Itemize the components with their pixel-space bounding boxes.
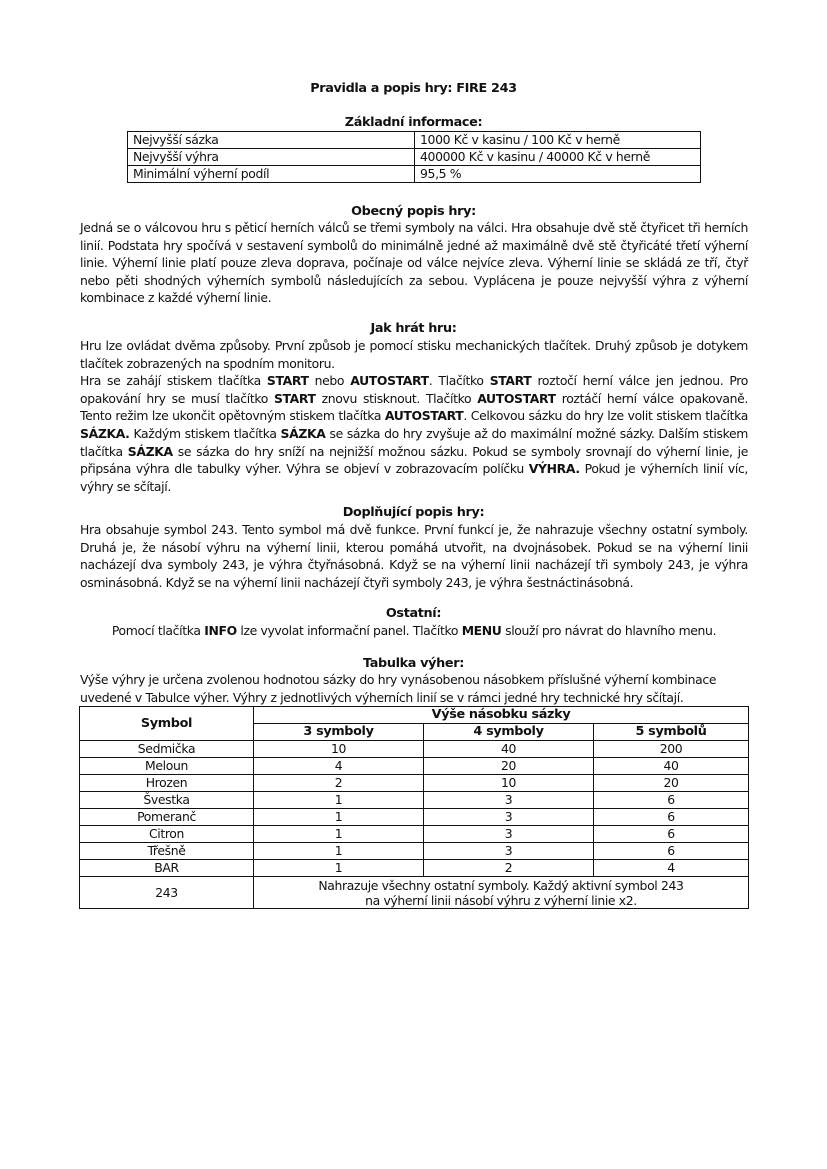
text: Hra se zahájí stiskem tlačítka bbox=[80, 373, 267, 389]
text: . Tlačítko bbox=[428, 373, 490, 389]
keyword-vyhra: VÝHRA. bbox=[528, 461, 580, 477]
other-paragraph bbox=[80, 622, 748, 640]
paytable-intro-paragraph: Výše výhry je určena zvolenou hodnotou sázky do hry vynásobenou násobkem příslušné výherní kombinace uvedené v Tabulce výher. Výhry z jednotlivých výherních linií se v rámci jedné hry technické hry sčítají. bbox=[80, 672, 717, 705]
table-row bbox=[80, 809, 749, 826]
info-value: 400000 Kč v kasinu / 40000 Kč v herně bbox=[415, 149, 701, 166]
multiplier-5: 200 bbox=[594, 741, 749, 758]
multiplier-5: 6 bbox=[594, 826, 749, 843]
how-to-play-paragraph-2 bbox=[80, 372, 748, 495]
keyword-menu: MENU bbox=[461, 623, 502, 638]
text: Pomocí tlačítka bbox=[111, 623, 205, 638]
basic-info-heading: Základní informace: bbox=[344, 115, 483, 130]
table-row bbox=[80, 843, 749, 860]
multiplier-5: 6 bbox=[594, 792, 749, 809]
text: Každým stiskem tlačítka bbox=[129, 425, 281, 441]
text: lze vyvolat informační panel. Tlačítko bbox=[236, 623, 462, 638]
keyword-autostart: AUTOSTART bbox=[350, 373, 429, 389]
header-3-symbols: 3 symboly bbox=[254, 724, 424, 741]
multiplier-3: 10 bbox=[254, 741, 424, 758]
multiplier-4: 3 bbox=[424, 843, 594, 860]
symbol-name: Hrozen bbox=[80, 775, 254, 792]
keyword-autostart: AUTOSTART bbox=[477, 390, 556, 406]
symbol-name: Třešně bbox=[80, 843, 254, 860]
header-4-symbols: 4 symboly bbox=[424, 724, 594, 741]
multiplier-4: 10 bbox=[424, 775, 594, 792]
wild-description-line: na výherní linii násobí výhru z výherní linie x2. bbox=[365, 892, 637, 908]
multiplier-3: 4 bbox=[254, 758, 424, 775]
general-text bbox=[80, 219, 748, 307]
text: Pokud je výherních linií víc, výhry se sčítají. bbox=[80, 461, 748, 494]
keyword-sazka: SÁZKA. bbox=[80, 425, 130, 441]
symbol-name: Citron bbox=[80, 826, 254, 843]
info-value: 1000 Kč v kasinu / 100 Kč v herně bbox=[415, 132, 701, 149]
header-multiplier-group: Výše násobku sázky bbox=[254, 707, 749, 724]
text: roztočí herní válce jen jednou. Pro opakování hry se musí tlačítko bbox=[80, 373, 749, 406]
multiplier-3: 1 bbox=[254, 860, 424, 877]
symbol-name: Sedmička bbox=[80, 741, 254, 758]
keyword-sazka: SÁZKA bbox=[127, 443, 173, 459]
additional-text bbox=[80, 521, 748, 591]
table-row bbox=[80, 826, 749, 843]
keyword-start: START bbox=[489, 373, 532, 389]
table-row bbox=[128, 132, 701, 149]
text: se sázka do hry sníží na nejnižší možnou sázku. Pokud se symboly srovnají do výherní linie, je připsána výhra dle tabulky výher. Výhra se objeví v zobrazovacím políčku bbox=[80, 443, 748, 477]
info-value: 95,5 % bbox=[415, 166, 701, 183]
multiplier-4: 3 bbox=[424, 826, 594, 843]
other-text bbox=[80, 622, 748, 640]
paytable-heading: Tabulka výher: bbox=[363, 656, 464, 671]
multiplier-3: 1 bbox=[254, 792, 424, 809]
text: slouží pro návrat do hlavního menu. bbox=[501, 623, 717, 638]
how-to-play-paragraph-1: Hru lze ovládat dvěma způsoby. První způsob je pomocí stisku mechanických tlačítek. Druhý způsob je dotykem tlačítek zobrazených na spodním monitoru. bbox=[80, 338, 748, 371]
basic-info-table bbox=[127, 131, 701, 183]
text: . Celkovou sázku do hry lze volit stiskem tlačítka bbox=[463, 408, 748, 424]
multiplier-4: 3 bbox=[424, 792, 594, 809]
table-row-wild bbox=[80, 877, 749, 909]
multiplier-5: 6 bbox=[594, 809, 749, 826]
text: nebo bbox=[308, 373, 351, 389]
table-row bbox=[80, 860, 749, 877]
info-label: Nejvyšší sázka bbox=[128, 132, 415, 149]
keyword-autostart: AUTOSTART bbox=[384, 408, 464, 424]
multiplier-4: 20 bbox=[424, 758, 594, 775]
multiplier-4: 2 bbox=[424, 860, 594, 877]
wild-description bbox=[254, 877, 749, 909]
multiplier-5: 40 bbox=[594, 758, 749, 775]
symbol-name: 243 bbox=[80, 877, 254, 909]
how-to-play-heading: Jak hrát hru: bbox=[370, 321, 457, 336]
multiplier-4: 3 bbox=[424, 809, 594, 826]
text: roztáčí herní válce opakovaně. Tento režim lze ukončit opětovným stiskem tlačítka bbox=[80, 390, 749, 424]
multiplier-4: 40 bbox=[424, 741, 594, 758]
table-row bbox=[80, 775, 749, 792]
table-row bbox=[128, 149, 701, 166]
info-label: Nejvyšší výhra bbox=[128, 149, 415, 166]
keyword-start: START bbox=[273, 390, 316, 406]
text: se sázka do hry zvyšuje až do maximální možné sázky. Dalším stiskem tlačítka bbox=[80, 425, 748, 459]
wild-description-line: Nahrazuje všechny ostatní symboly. Každý aktivní symbol 243 bbox=[318, 877, 684, 893]
keyword-start: START bbox=[266, 373, 309, 389]
additional-paragraph: Hra obsahuje symbol 243. Tento symbol má dvě funkce. První funkcí je, že nahrazuje všechny ostatní symboly. Druhá je, že násobí výhru na výherní linii, kterou pomáhá utvořit, na dvojnásobek. Pokud se na výherní linii nacházejí dva symboly 243, je výhra čtyřnásobná. Když se na výherní linii nacházejí tři symboly 243, je výhra osminásobná. Když se na výherní linii nacházejí čtyři symboly 243, je výhra šestnáctinásobná. bbox=[80, 522, 748, 590]
document-title: Pravidla a popis hry: FIRE 243 bbox=[310, 81, 517, 96]
paytable-intro bbox=[80, 671, 748, 706]
symbol-name: Švestka bbox=[80, 792, 254, 809]
paytable-header-row bbox=[80, 707, 749, 724]
multiplier-5: 20 bbox=[594, 775, 749, 792]
additional-heading: Doplňující popis hry: bbox=[342, 505, 485, 520]
multiplier-5: 4 bbox=[594, 860, 749, 877]
text: znovu stisknout. Tlačítko bbox=[315, 390, 478, 406]
table-row bbox=[80, 792, 749, 809]
multiplier-3: 2 bbox=[254, 775, 424, 792]
general-heading: Obecný popis hry: bbox=[351, 204, 476, 219]
symbol-name: Pomeranč bbox=[80, 809, 254, 826]
paytable bbox=[79, 706, 749, 909]
multiplier-5: 6 bbox=[594, 843, 749, 860]
multiplier-3: 1 bbox=[254, 843, 424, 860]
symbol-name: BAR bbox=[80, 860, 254, 877]
keyword-sazka: SÁZKA bbox=[280, 425, 326, 441]
symbol-name: Meloun bbox=[80, 758, 254, 775]
multiplier-3: 1 bbox=[254, 826, 424, 843]
table-row bbox=[128, 166, 701, 183]
general-paragraph: Jedná se o válcovou hru s pěticí herních válců se třemi symboly na válci. Hra obsahuje dvě stě čtyřicet tři herních linií. Podstata hry spočívá v sestavení symbolů do minimálně jedné až maximálně dvě stě čtyřicáté třetí výherní linie. Výherní linie platí pouze zleva doprava, počínaje od válce nejvíce zleva. Výherní linie se skládá ze tří, čtyř nebo pěti shodných výherních symbolů následujících za sebou. Vyplácena je pouze nejvyšší výhra z výherní kombinace z každé výherní linie. bbox=[80, 220, 748, 306]
keyword-info: INFO bbox=[204, 623, 237, 638]
other-heading: Ostatní: bbox=[385, 606, 442, 621]
header-symbol: Symbol bbox=[80, 707, 254, 741]
table-row bbox=[80, 758, 749, 775]
multiplier-3: 1 bbox=[254, 809, 424, 826]
table-row bbox=[80, 741, 749, 758]
info-label: Minimální výherní podíl bbox=[128, 166, 415, 183]
how-to-play-text bbox=[80, 337, 748, 495]
header-5-symbols: 5 symbolů bbox=[594, 724, 749, 741]
